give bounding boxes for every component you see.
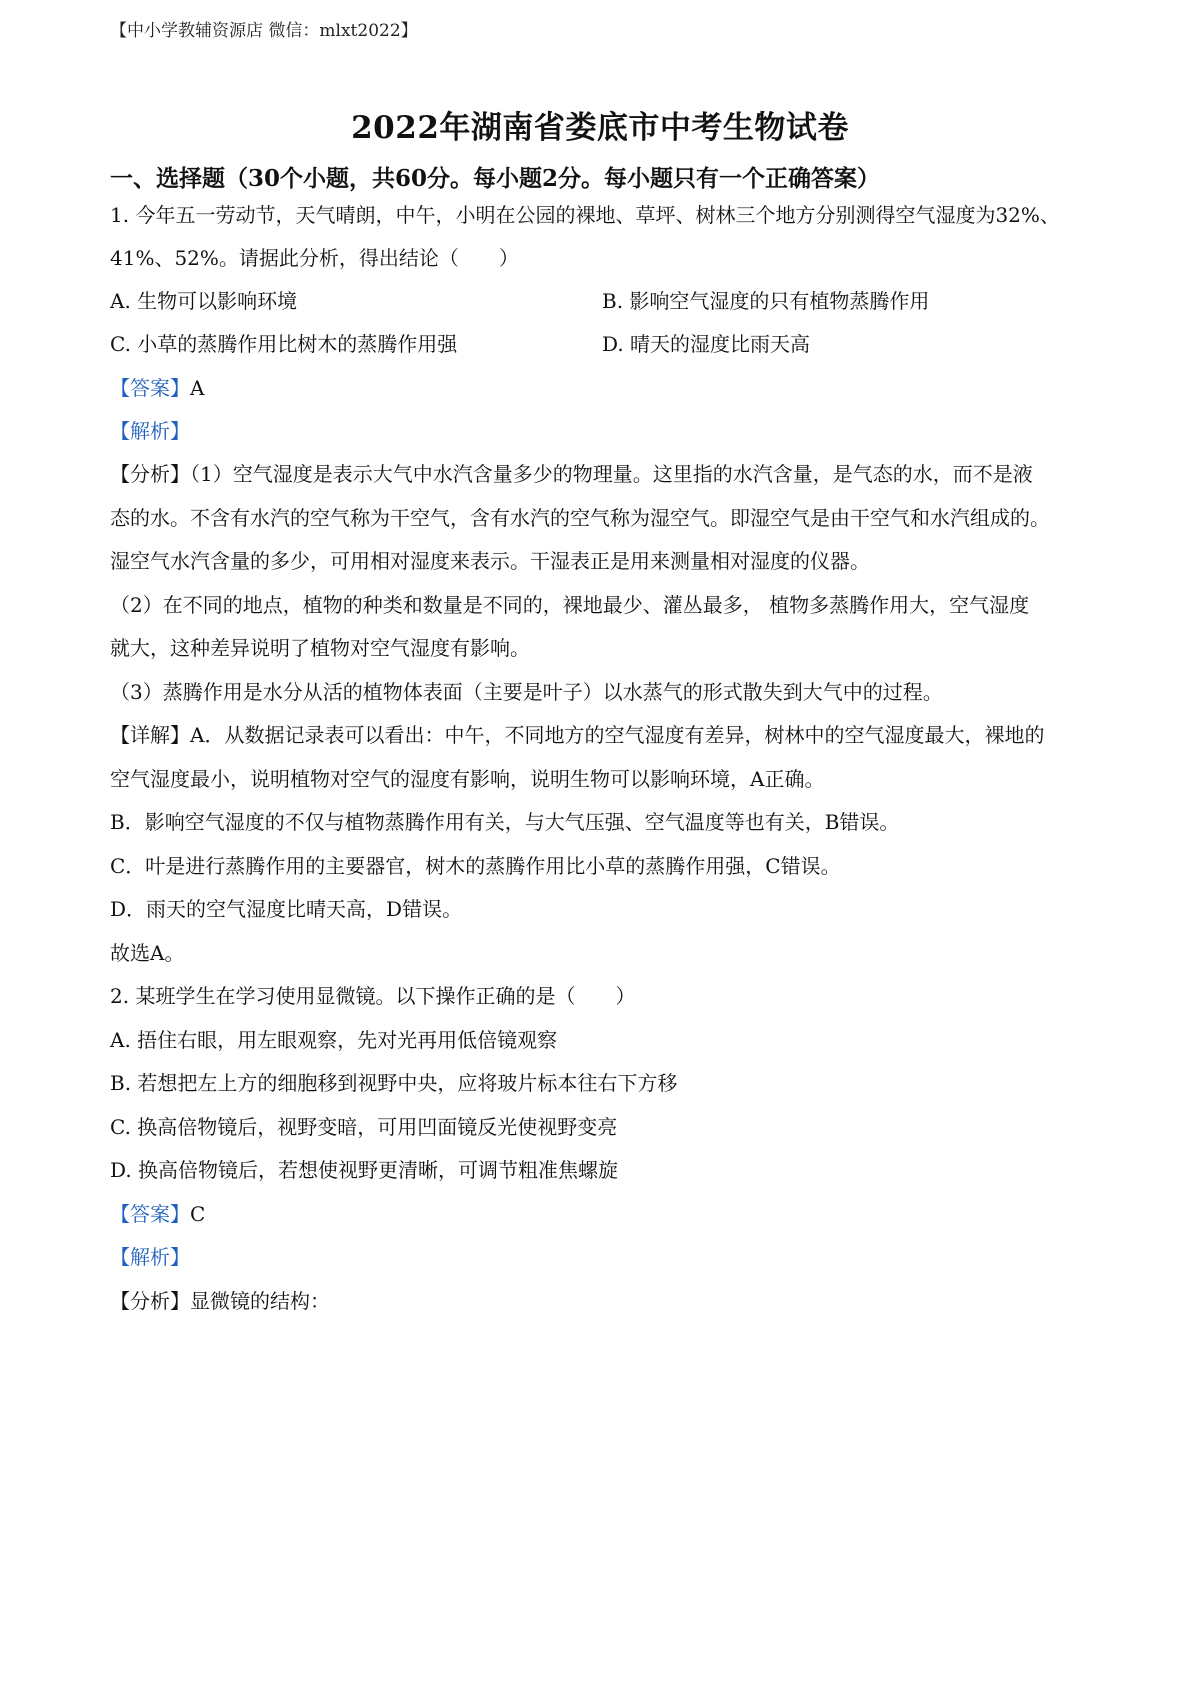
answer-value: A — [190, 376, 205, 400]
q2-option-c: C. 换高倍物镜后，视野变暗，可用凹面镜反光使视野变亮 — [110, 1115, 618, 1139]
q1-fenxi-line3: 湿空气水汽含量的多少，可用相对湿度来表示。干湿表正是用来测量相对湿度的仪器。 — [110, 549, 870, 573]
section-heading: 一、选择题（30个小题，共60分。每小题2分。每小题只有一个正确答案） — [110, 165, 881, 192]
q2-option-b: B. 若想把左上方的细胞移到视野中央，应将玻片标本往右下方移 — [110, 1071, 678, 1095]
q1-detail-line3: B．影响空气湿度的不仅与植物蒸腾作用有关，与大气压强、空气温度等也有关，B错误。 — [110, 810, 900, 834]
q1-fenxi-line4: （2）在不同的地点，植物的种类和数量是不同的，裸地最少、灌丛最多， 植物多蒸腾作用大，空气湿度 — [110, 593, 1030, 617]
q1-detail-line1 — [110, 719, 1044, 748]
q1-detail-line4: C．叶是进行蒸腾作用的主要器官，树木的蒸腾作用比小草的蒸腾作用强，C错误。 — [110, 854, 841, 878]
q1-fenxi-line1 — [110, 458, 1033, 487]
detail-text: A．从数据记录表可以看出：中午，不同地方的空气湿度有差异，树林中的空气湿度最大，裸地的 — [190, 723, 1045, 747]
q1-detail-line5: D．雨天的空气湿度比晴天高，D错误。 — [110, 897, 463, 921]
q1-fenxi-line2: 态的水。不含有水汽的空气称为干空气，含有水汽的空气称为湿空气。即湿空气是由干空气和水汽组成的。 — [110, 506, 1050, 530]
q2-stem: 2. 某班学生在学习使用显微镜。以下操作正确的是（ ） — [110, 984, 636, 1008]
q1-fenxi-line6: （3）蒸腾作用是水分从活的植物体表面（主要是叶子）以水蒸气的形式散失到大气中的过程。 — [110, 680, 943, 704]
answer-tag: 【答案】 — [110, 376, 190, 400]
answer-value: C — [190, 1202, 206, 1226]
q1-stem-line1: 1. 今年五一劳动节，天气晴朗，中午，小明在公园的裸地、草坪、树林三个地方分别测得空气湿度为32%、 — [110, 203, 1060, 227]
q2-fenxi-line1 — [110, 1285, 330, 1314]
detail-tag: 【详解】 — [110, 723, 190, 747]
q1-analysis-tag: 【解析】 — [110, 419, 190, 443]
fenxi-text: 显微镜的结构： — [190, 1289, 330, 1313]
q1-option-b: B. 影响空气湿度的只有植物蒸腾作用 — [602, 289, 930, 313]
q1-detail-line2: 空气湿度最小，说明植物对空气的湿度有影响，说明生物可以影响环境，A正确。 — [110, 767, 825, 791]
header-note: 【中小学教辅资源店 微信：mlxt2022】 — [110, 21, 418, 41]
q2-answer — [110, 1198, 205, 1227]
answer-tag: 【答案】 — [110, 1202, 190, 1226]
q2-analysis-tag: 【解析】 — [110, 1245, 190, 1269]
q1-option-c: C. 小草的蒸腾作用比树木的蒸腾作用强 — [110, 332, 458, 356]
q1-conclusion: 故选A。 — [110, 941, 185, 965]
fenxi-text: （1）空气湿度是表示大气中水汽含量多少的物理量。这里指的水汽含量，是气态的水，而不是液 — [190, 462, 1033, 486]
fenxi-tag: 【分析】 — [110, 1289, 190, 1313]
q2-option-d: D. 换高倍物镜后，若想使视野更清晰，可调节粗准焦螺旋 — [110, 1158, 619, 1182]
q1-option-d: D. 晴天的湿度比雨天高 — [602, 332, 811, 356]
q1-answer — [110, 372, 204, 401]
q1-option-a: A. 生物可以影响环境 — [110, 289, 298, 313]
q1-fenxi-line5: 就大，这种差异说明了植物对空气湿度有影响。 — [110, 636, 530, 660]
q2-option-a: A. 捂住右眼，用左眼观察，先对光再用低倍镜观察 — [110, 1028, 558, 1052]
fenxi-tag: 【分析】 — [110, 462, 190, 486]
page-title: 2022年湖南省娄底市中考生物试卷 — [351, 110, 849, 146]
q1-stem-line2: 41%、52%。请据此分析，得出结论（ ） — [110, 246, 519, 270]
